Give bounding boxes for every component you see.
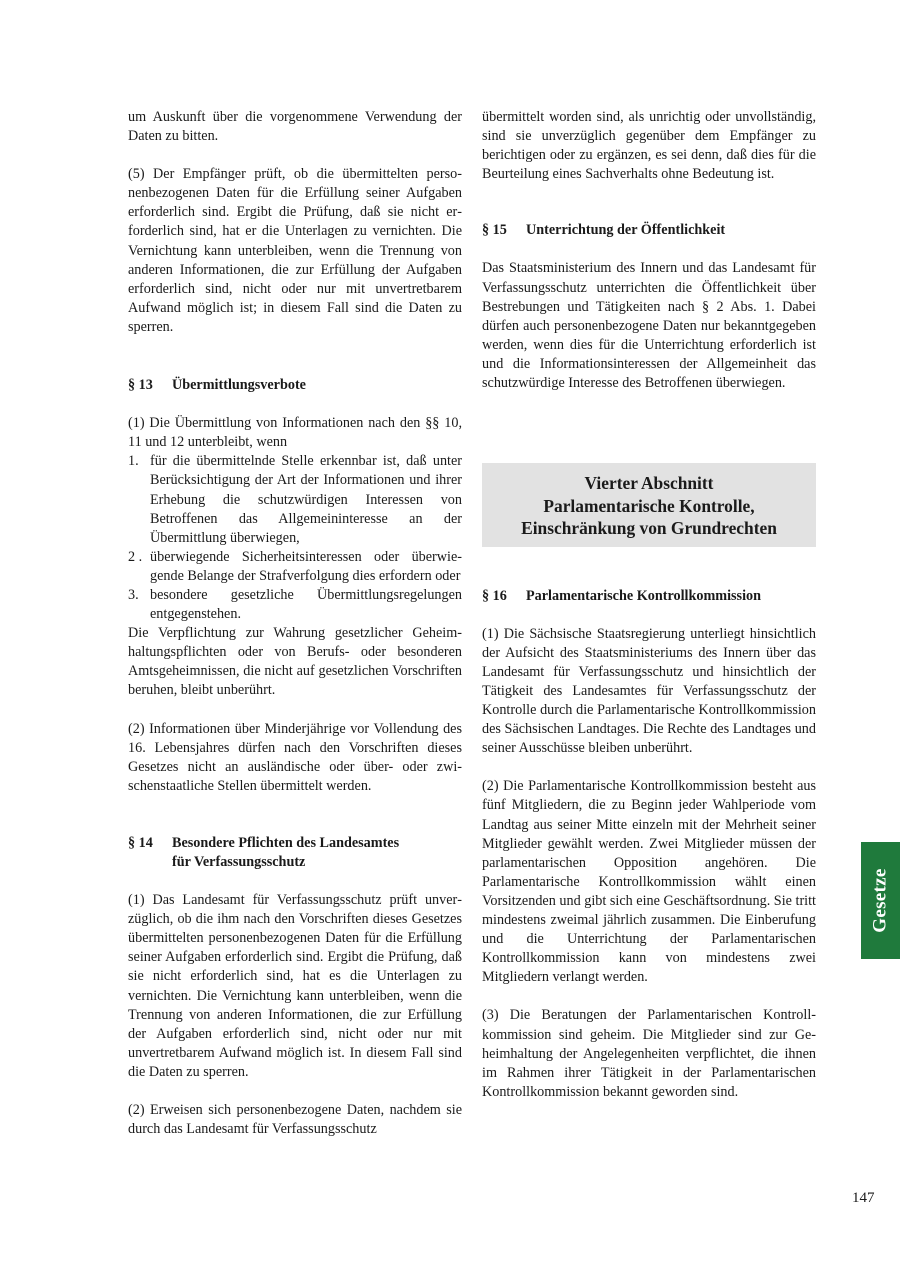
s16-paragraph-2: (2) Die Parlamentarische Kontrollkommission besteht aus fünf Mitgliedern, die zu Beginn jeder Wahlperiode vom Landtag aus seiner Mitte einzeln mit der Mehrheit seiner Mitglieder gewählt werden. Zwei Mitglieder müssen der parlamentarischen Opposition angehören. Die Parlamentarische Kontrollkommission wählt einen Vorsitzenden und gibt sich eine Geschäftsordnung. Sie tritt mindestens zweimal jährlich zusammen. Die Einberufung und die Unterrichtung der Parlamentarischen Kontrollkommission kann von mindestens zwei Mitgliedern verlangt werden. [482,778,816,986]
list-item [128,548,462,586]
section-number: § 16 [482,587,507,604]
list-number: 3. [128,586,139,603]
paragraph-5: (5) Der Empfänger prüft, ob die übermittelten personenbezogenen Daten für die Erfüllung seiner Aufgaben erforderlich sind. Ergibt die Prüfung, daß sie nicht erforderlich sind, hat er die Unterlagen zu vernichten. Die Vernichtung kann unterbleiben, wenn die Trennung von anderen Informationen, die zur Erfüllung der Aufgaben erforderlich sind, nicht oder nur mit unvertretbarem Aufwand möglich ist; in diesem Fall sind die Daten zu sperren. [128,166,462,335]
section-15-heading [482,221,816,240]
section-number: § 13 [128,377,153,394]
section-title-line-2: für Verfassungsschutz [172,854,306,870]
left-column [128,108,462,1139]
list-item [128,586,462,624]
s14-paragraph-1: (1) Das Landesamt für Verfassungsschutz prüft unverzüglich, ob die ihm nach den Vorschriften dieses Gesetzes übermittelten personenbezogenen Daten für die Erfüllung seiner Aufgaben erforderlich sind. Ergibt die Prüfung, daß sie nicht erforderlich sind, hat es die Unterlagen zu vernichten. Die Vernichtung kann unterbleiben, wenn die Trennung von anderen Informationen, die zur Erfüllung der Aufgaben erforderlich sind, nicht oder nur mit unvertretbarem Aufwand möglich ist. In diesem Fall sind die Daten zu sperren. [128,892,462,1080]
list-item [128,452,462,547]
chapter-tab-label: Gesetze [869,868,891,933]
s13-paragraph-1b: Die Verpflichtung zur Wahrung gesetzlicher Geheimhaltungspflichten oder von Berufs- oder besonderen Amtsgeheimnissen, die nicht auf gesetzlichen Vorschriften beruhen, bleibt unberührt. [128,625,462,699]
s15-paragraph-1: Das Staatsministerium des Innern und das Landesamt für Verfassungsschutz unterrichten die Öffentlichkeit über Bestrebungen und Tätigkeiten nach § 2 Abs. 1. Dabei dürfen auch personenbezogene Daten nur bekanntgegeben werden, wenn dies für die Unterrichtung erforderlich ist und die Informationsinteressen der Allgemeinheit das schutzwürdige Interesse des Betroffenen überwiegen. [482,260,816,392]
s13-paragraph-2: (2) Informationen über Minderjährige vor Vollendung des 16. Lebensjahres dürfen nach den Vorschriften dieses Gesetzes nicht an ausländische oder über- oder zwischenstaatliche Stellen übermittelt werden. [128,720,462,794]
section-title [172,834,462,872]
section-title: Unterrichtung der Öffentlichkeit [526,222,726,239]
page-number: 147 [852,1190,875,1206]
s13-paragraph-1: (1) Die Übermittlung von Informationen nach den §§ 10, 11 und 12 unterbleibt, wenn [128,415,462,451]
section-number: § 15 [482,222,507,239]
section-title: Übermittlungsverbote [172,377,306,394]
chapter-tab [861,842,900,959]
list-text: überwiegende Sicherheitsinteressen oder überwiegende Belange der Strafverfolgung dies erfordern oder [150,548,462,584]
list-text: besondere gesetzliche Übermittlungsregelungen entgegenstehen. [150,586,462,623]
s14-paragraph-2: (2) Erweisen sich personenbezogene Daten, nachdem sie durch das Landesamt für Verfassungsschutz [128,1102,462,1138]
list-number: 1. [128,453,139,470]
chapter-heading-line-2: Parlamentarische Kontrolle, [543,495,755,516]
s13-list [128,452,462,624]
section-16-heading [482,587,816,606]
section-title: Parlamentarische Kontrollkommission [526,587,762,604]
s16-paragraph-1: (1) Die Sächsische Staatsregierung unterliegt hinsichtlich der Aufsicht des Staatsministeriums des Innern über das Landesamt für Verfassungsschutz und hinsichtlich der Tätigkeit des Landesamtes für Verfassungsschutz der Kontrolle durch die Parlamentarische Kontrollkommission des Sächsischen Landtages. Die Rechte des Landtages und seiner Ausschüsse bleiben unberührt. [482,625,816,757]
chapter-heading-box [482,463,816,547]
chapter-heading-line-1: Vierter Abschnitt [584,473,714,494]
continued-paragraph: übermittelt worden sind, als unrichtig oder unvollständig, sind sie unverzüglich gegenüber dem Empfänger zu berichtigen oder zu ergänzen, es sei denn, daß dies für die Beurteilung eines Sachverhalts ohne Bedeutung ist. [482,109,816,183]
right-column [482,108,816,1102]
section-number: § 14 [128,834,153,851]
section-13-heading [128,376,462,395]
section-title-line-1: Besondere Pflichten des Landesamtes [172,834,400,851]
chapter-heading-line-3: Einschränkung von Grundrechten [521,518,777,539]
continued-paragraph: um Auskunft über die vorgenommene Verwendung der Daten zu bitten. [128,109,462,145]
s16-paragraph-3: (3) Die Beratungen der Parlamentarischen Kontrollkommission sind geheim. Die Mitglieder sind zur Geheimhaltung der Angelegenheiten verpflichtet, die ihnen im Rahmen ihrer Tätigkeit in der Parlamentarischen Kontrollkommission bekannt geworden sind. [482,1007,816,1100]
list-number: 2 . [128,548,143,565]
list-text: für die übermittelnde Stelle erkennbar ist, daß unter Berücksichtigung der Art der Informationen und ihrer Erhebung die schutzwürdigen Interessen von Betroffenen das Allgemeininteresse an der Übermittlung überwiegen, [150,453,462,546]
section-14-heading [128,834,462,872]
